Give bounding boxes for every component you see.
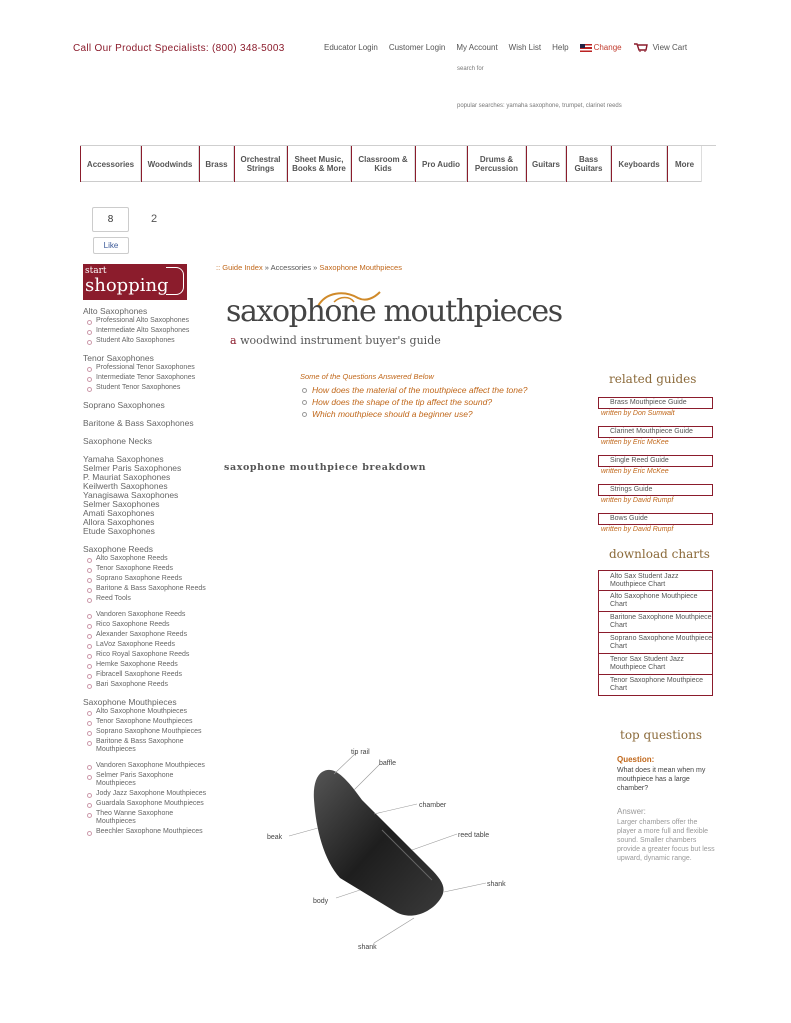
sidebar-item[interactable]: Baritone & Bass Saxophone Mouthpieces <box>83 738 208 754</box>
nav-classroom-kids[interactable]: Classroom & Kids <box>351 146 415 182</box>
related-guide-link[interactable]: Brass Mouthpiece Guide <box>598 397 713 409</box>
download-chart-link[interactable]: Tenor Saxophone Mouthpiece Chart <box>598 675 713 696</box>
related-guide-author: written by Don Sumwalt <box>601 410 675 417</box>
related-guide-author: written by Eric McKee <box>601 468 669 475</box>
download-chart-link[interactable]: Alto Saxophone Mouthpiece Chart <box>598 591 713 612</box>
nav-accessories[interactable]: Accessories <box>80 146 141 182</box>
nav-sheet-music[interactable]: Sheet Music, Books & More <box>287 146 351 182</box>
nav-pro-audio[interactable]: Pro Audio <box>415 146 467 182</box>
related-guide-link[interactable]: Clarinet Mouthpiece Guide <box>598 426 713 438</box>
download-chart-link[interactable]: Alto Sax Student Jazz Mouthpiece Chart <box>598 570 713 591</box>
top-questions-heading: top questions <box>620 728 702 742</box>
sidebar-item[interactable]: Hemke Saxophone Reeds <box>83 661 208 669</box>
call-product-specialists: Call Our Product Specialists: (800) 348-5003 <box>73 43 285 54</box>
sidebar-item[interactable]: Rico Saxophone Reeds <box>83 621 208 629</box>
nav-brass[interactable]: Brass <box>199 146 234 182</box>
start-shopping-banner[interactable] <box>83 264 187 300</box>
sidebar-brand[interactable]: P. Mauriat Saxophones <box>83 472 171 482</box>
sidebar-brand[interactable]: Keilwerth Saxophones <box>83 481 168 491</box>
nav-more[interactable]: More <box>667 146 702 182</box>
page-title: saxophone mouthpieces <box>226 294 562 329</box>
label-body: body <box>313 898 329 905</box>
download-chart-link[interactable]: Baritone Saxophone Mouthpiece Chart <box>598 612 713 633</box>
sidebar-brand[interactable]: Yanagisawa Saxophones <box>83 490 179 500</box>
related-guide <box>598 513 713 533</box>
related-guide <box>598 397 713 417</box>
like-count: 8 <box>92 207 129 232</box>
related-guide <box>598 426 713 446</box>
page-subtitle-article: a <box>230 334 237 347</box>
sidebar-brand[interactable]: Etude Saxophones <box>83 526 155 536</box>
related-guide-link[interactable]: Single Reed Guide <box>598 455 713 467</box>
nav-drums-percussion[interactable]: Drums & Percussion <box>467 146 526 182</box>
mouthpiece-image <box>314 770 444 916</box>
sidebar-cat-necks[interactable]: Saxophone Necks <box>83 436 152 446</box>
breadcrumb-separator: » <box>311 263 320 272</box>
questions-list <box>300 385 527 421</box>
sidebar <box>83 307 208 972</box>
us-flag-icon <box>580 44 592 52</box>
change-country-link[interactable]: Change <box>593 43 622 52</box>
sidebar-brand[interactable]: Amati Saxophones <box>83 508 155 518</box>
sidebar-item[interactable]: Professional Tenor Saxophones <box>83 364 208 372</box>
nav-bass-guitars[interactable]: Bass Guitars <box>566 146 611 182</box>
sidebar-sublist <box>83 364 208 392</box>
my-account-link[interactable]: My Account <box>456 43 498 52</box>
breadcrumb-separator: » <box>262 263 271 272</box>
question-link[interactable]: Which mouthpiece should a beginner use? <box>300 409 527 419</box>
sidebar-item[interactable]: Fibracell Saxophone Reeds <box>83 671 208 679</box>
label-shank: shank <box>487 881 506 888</box>
sidebar-item[interactable]: Beechler Saxophone Mouthpieces <box>83 828 208 836</box>
sidebar-item[interactable]: Professional Alto Saxophones <box>83 317 208 325</box>
related-guide-link[interactable]: Strings Guide <box>598 484 713 496</box>
nav-guitars[interactable]: Guitars <box>526 146 566 182</box>
related-guide-author: written by David Rumpf <box>601 526 674 533</box>
educator-login-link[interactable]: Educator Login <box>324 43 378 52</box>
sidebar-cat-baritone[interactable]: Baritone & Bass Saxophones <box>83 418 194 428</box>
sidebar-brand[interactable]: Allora Saxophones <box>83 517 155 527</box>
label-tip-rail: tip rail <box>351 749 370 756</box>
sidebar-item[interactable]: Intermediate Alto Saxophones <box>83 327 208 335</box>
sidebar-brand[interactable]: Selmer Paris Saxophones <box>83 463 182 473</box>
related-guides-heading: related guides <box>609 372 697 386</box>
cart-icon[interactable] <box>634 43 648 52</box>
question-label: Question: <box>617 755 655 764</box>
sidebar-item[interactable]: Vandoren Saxophone Mouthpieces <box>83 762 208 770</box>
sidebar-brand[interactable]: Selmer Saxophones <box>83 499 160 509</box>
mouthpiece-diagram <box>262 740 522 960</box>
label-beak: beak <box>267 834 283 841</box>
breadcrumb <box>216 263 402 272</box>
label-chamber: chamber <box>419 802 447 809</box>
nav-woodwinds[interactable]: Woodwinds <box>141 146 199 182</box>
related-guide-author: written by David Rumpf <box>601 497 674 504</box>
sidebar-item[interactable]: Guardala Saxophone Mouthpieces <box>83 800 208 808</box>
sidebar-item[interactable]: Jody Jazz Saxophone Mouthpieces <box>83 790 208 798</box>
download-charts-heading: download charts <box>609 547 710 561</box>
sidebar-sublist <box>83 555 208 689</box>
share-count: 2 <box>151 213 158 225</box>
nav-orchestral-strings[interactable]: Orchestral Strings <box>234 146 287 182</box>
sidebar-item[interactable]: Selmer Paris Saxophone Mouthpieces <box>83 772 208 788</box>
sidebar-item[interactable]: Alexander Saxophone Reeds <box>83 631 208 639</box>
search-for-label[interactable]: search for <box>457 66 484 72</box>
download-chart-link[interactable]: Soprano Saxophone Mouthpiece Chart <box>598 633 713 654</box>
sidebar-item[interactable]: Student Alto Saxophones <box>83 337 208 345</box>
download-charts-list <box>598 570 713 696</box>
sidebar-item[interactable]: Alto Saxophone Mouthpieces <box>83 708 208 716</box>
customer-login-link[interactable]: Customer Login <box>388 43 446 52</box>
arrow-icon <box>166 267 184 295</box>
sidebar-cat-mouthpieces[interactable]: Saxophone Mouthpieces <box>83 697 177 707</box>
breakdown-heading: saxophone mouthpiece breakdown <box>224 462 427 473</box>
sidebar-sublist <box>83 708 208 836</box>
label-baffle: baffle <box>379 760 396 767</box>
download-chart-link[interactable]: Tenor Sax Student Jazz Mouthpiece Chart <box>598 654 713 675</box>
top-question <box>617 755 717 863</box>
page-subtitle <box>230 334 441 347</box>
view-cart-link[interactable]: View Cart <box>652 43 688 52</box>
sidebar-brand[interactable]: Yamaha Saxophones <box>83 454 164 464</box>
sidebar-item[interactable]: Rico Royal Saxophone Reeds <box>83 651 208 659</box>
sidebar-item[interactable]: Intermediate Tenor Saxophones <box>83 374 208 382</box>
sidebar-item[interactable]: Alto Saxophone Reeds <box>83 555 208 563</box>
related-guide-author: written by Eric McKee <box>601 439 669 446</box>
related-guide-link[interactable]: Bows Guide <box>598 513 713 525</box>
start-shopping-line2: shopping <box>85 275 169 296</box>
sidebar-cat-tenor[interactable]: Tenor Saxophones <box>83 353 154 363</box>
sidebar-item[interactable]: Bari Saxophone Reeds <box>83 681 208 689</box>
sidebar-item[interactable]: Soprano Saxophone Mouthpieces <box>83 728 208 736</box>
question-link[interactable]: How does the shape of the tip affect the sound? <box>300 397 527 407</box>
nav-keyboards[interactable]: Keyboards <box>611 146 667 182</box>
sidebar-item[interactable]: Tenor Saxophone Reeds <box>83 565 208 573</box>
sidebar-cat-soprano[interactable]: Soprano Saxophones <box>83 400 165 410</box>
label-reed-table: reed table <box>458 832 490 839</box>
sidebar-sublist <box>83 317 208 345</box>
sidebar-item[interactable]: Vandoren Saxophone Reeds <box>83 611 208 619</box>
answer-label: Answer: <box>617 807 646 816</box>
sidebar-item[interactable]: LaVoz Saxophone Reeds <box>83 641 208 649</box>
questions-heading: Some of the Questions Answered Below <box>300 372 434 381</box>
question-text[interactable]: What does it mean when my mouthpiece has a large chamber? <box>617 767 706 792</box>
help-link[interactable]: Help <box>552 43 569 52</box>
page-subtitle-text: woodwind instrument buyer's guide <box>240 334 441 347</box>
breadcrumb-guide-index[interactable]: :: Guide Index <box>216 263 263 272</box>
answer-text: Larger chambers offer the player a more full and flexible sound. Smaller chambers provide a greater focus but less upward, dynamic range. <box>617 819 715 862</box>
question-link[interactable]: How does the material of the mouthpiece affect the tone? <box>300 385 527 395</box>
wish-list-link[interactable]: Wish List <box>508 43 542 52</box>
sidebar-cat-reeds[interactable]: Saxophone Reeds <box>83 544 153 554</box>
related-guide <box>598 484 713 504</box>
related-guide <box>598 455 713 475</box>
main-nav <box>80 145 716 181</box>
page-title-graphic <box>226 288 562 350</box>
breadcrumb-current: Saxophone Mouthpieces <box>319 263 402 272</box>
breadcrumb-accessories[interactable]: Accessories <box>270 263 312 272</box>
sidebar-item[interactable]: Baritone & Bass Saxophone Reeds <box>83 585 208 593</box>
start-shopping-line1: start <box>85 266 107 276</box>
sidebar-item[interactable]: Soprano Saxophone Reeds <box>83 575 208 583</box>
sidebar-item[interactable]: Theo Wanne Saxophone Mouthpieces <box>83 810 208 826</box>
like-button[interactable]: Like <box>93 237 129 254</box>
top-links <box>324 43 698 52</box>
popular-searches: popular searches: yamaha saxophone, trumpet, clarinet reeds <box>457 103 622 109</box>
label-shank-bottom: shank <box>358 944 377 951</box>
sidebar-cat-alto[interactable]: Alto Saxophones <box>83 307 148 316</box>
sidebar-item[interactable]: Tenor Saxophone Mouthpieces <box>83 718 208 726</box>
sidebar-item[interactable]: Student Tenor Saxophones <box>83 384 208 392</box>
sidebar-item[interactable]: Reed Tools <box>83 595 208 603</box>
